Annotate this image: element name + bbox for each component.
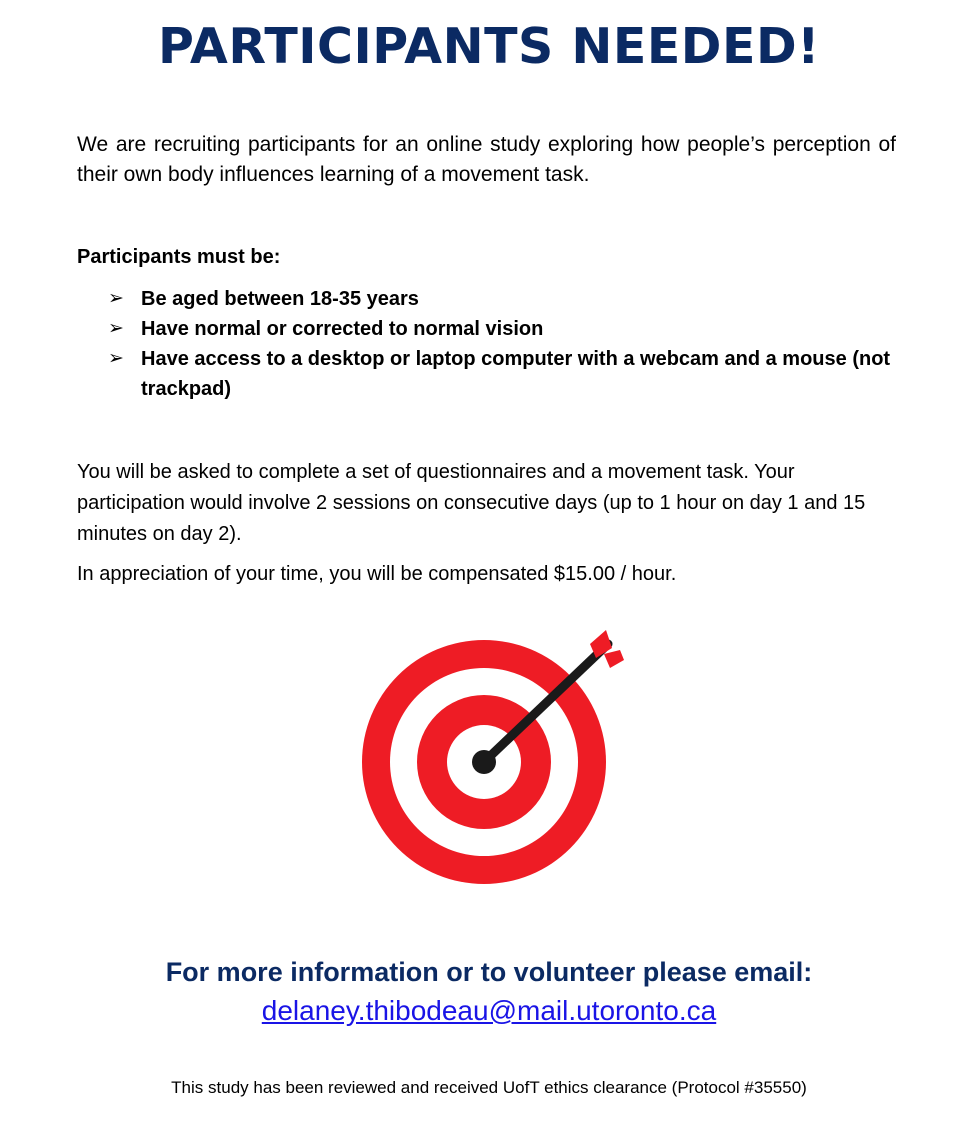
requirement-text: Have normal or corrected to normal vision	[141, 318, 544, 340]
contact-prompt: For more information or to volunteer please email:	[165, 957, 813, 987]
arrow-head	[472, 750, 496, 774]
email-container	[0, 992, 978, 1030]
list-item	[108, 284, 900, 314]
page-title: PARTICIPANTS NEEDED!	[158, 18, 820, 75]
arrow-bullet-icon: ➢	[108, 348, 124, 369]
compensation-paragraph: In appreciation of your time, you will be compensated $15.00 / hour.	[77, 563, 677, 585]
arrow-bullet-icon: ➢	[108, 288, 124, 309]
requirements-heading: Participants must be:	[77, 246, 281, 268]
requirement-text: Have access to a desktop or laptop computer with a webcam and a mouse (not trackpad)	[141, 348, 891, 400]
requirement-text: Be aged between 18-35 years	[141, 288, 419, 310]
study-details-paragraph: You will be asked to complete a set of questionnaires and a movement task. Your participation would involve 2 sessions on consecutive days (up to 1 hour on day 1 and 15 minutes on day 2).	[77, 461, 866, 545]
ethics-footer: This study has been reviewed and received UofT ethics clearance (Protocol #35550)	[171, 1078, 807, 1097]
list-item	[108, 314, 900, 344]
target-with-arrow-icon	[358, 628, 628, 890]
target-graphic	[358, 628, 628, 890]
email-link[interactable]: delaney.thibodeau@mail.utoronto.ca	[261, 995, 717, 1026]
requirements-list	[108, 284, 900, 404]
arrow-bullet-icon: ➢	[108, 318, 124, 339]
arrow-fletching-bottom	[604, 650, 624, 668]
intro-paragraph: We are recruiting participants for an online study exploring how people’s perception of their own body influences learning of a movement task.	[77, 133, 896, 186]
list-item	[108, 344, 900, 404]
